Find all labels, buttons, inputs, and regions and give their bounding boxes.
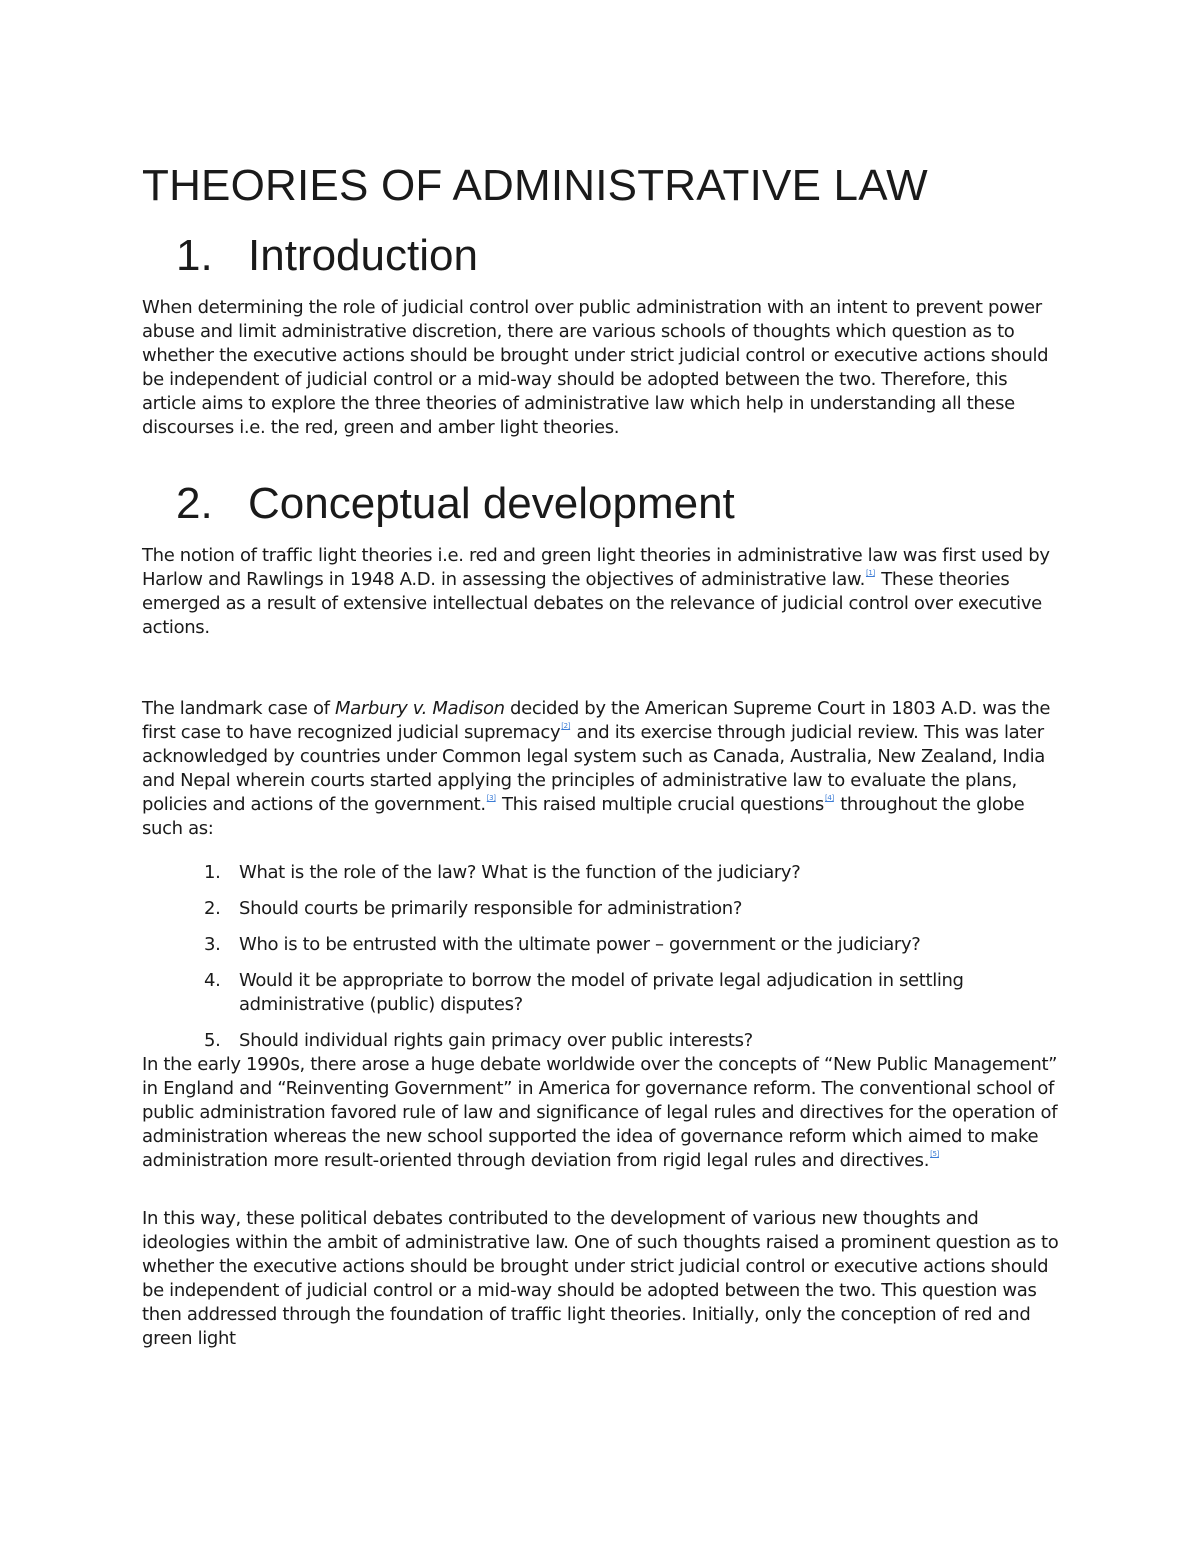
conceptual-paragraph-1 [142,544,1062,640]
paragraph-text: These theories emerged as a result of extensive intellectual debates on the relevance of judicial control over executive actions. [142,569,1042,638]
conceptual-paragraph-3 [142,1053,1062,1173]
case-name: Marbury v. Madison [335,698,505,719]
paragraph-text: This raised multiple crucial questions [496,794,824,815]
footnote-link-4[interactable]: [4] [824,794,834,802]
paragraph-text: The landmark case of [142,698,335,719]
paragraph-text: In the early 1990s, there arose a huge debate worldwide over the concepts of “New Public Management” in England and “Reinventing Government” in America for governance reform. The conventional school of public administration favored rule of law and significance of legal rules and directives for the operation of administration whereas the new school supported the idea of governance reform which aimed to make administration more result-oriented through deviation from rigid legal rules and directives. [142,1054,1058,1171]
list-item-number: 3. [204,934,221,955]
list-item [142,897,1062,921]
list-item-text: Should courts be primarily responsible for administration? [239,898,743,919]
questions-list [142,861,1062,1053]
paragraph-text: throughout the globe such as: [142,794,1025,839]
paragraph-text: The notion of traffic light theories i.e. red and green light theories in administrative law was first used by Harlow and Rawlings in 1948 A.D. in assessing the objectives of administrative law. [142,545,1050,590]
paragraph-text: decided by the American Supreme Court in 1803 A.D. was the first case to have recognized judicial supremacy [142,698,1051,743]
list-item [142,1029,1062,1053]
introduction-paragraph: When determining the role of judicial control over public administration with an intent to prevent power abuse and limit administrative discretion, there are various schools of thoughts which question as to whether the executive actions should be brought under strict judicial control or executive actions should be independent of judicial control or a mid-way should be adopted between the two. Therefore, this article aims to explore the three theories of administrative law which help in understanding all these discourses i.e. the red, green and amber light theories. [142,297,1049,438]
document-page [142,160,1062,1351]
section-heading-text: Introduction [248,231,478,280]
list-item [142,861,1062,885]
list-item [142,933,1062,957]
section-number: 2. [176,479,213,528]
list-item-number: 4. [204,970,221,991]
section-number: 1. [176,231,213,280]
footnote-link-1[interactable]: [1] [865,569,875,577]
list-item-text: Who is to be entrusted with the ultimate power – government or the judiciary? [239,934,921,955]
conceptual-paragraph-2 [142,697,1062,841]
list-item-text: Would it be appropriate to borrow the model of private legal adjudication in settling administrative (public) disputes? [239,970,964,1015]
list-item-number: 2. [204,898,221,919]
list-item [142,969,1062,1017]
footnote-link-2[interactable]: [2] [561,722,571,730]
list-item-number: 1. [204,862,221,883]
list-item-text: Should individual rights gain primacy over public interests? [239,1030,753,1051]
list-item-number: 5. [204,1030,221,1051]
list-item-text: What is the role of the law? What is the function of the judiciary? [239,862,801,883]
footnote-link-3[interactable]: [3] [486,794,496,802]
section-heading-introduction [142,230,1062,282]
document-title: THEORIES OF ADMINISTRATIVE LAW [142,161,928,210]
conceptual-paragraph-4: In this way, these political debates contributed to the development of various new thoughts and ideologies within the ambit of administrative law. One of such thoughts raised a prominent question as to whether the executive actions should be brought under strict judicial control or executive actions should be independent of judicial control or a mid-way should be adopted between the two. This question was then addressed through the foundation of traffic light theories. Initially, only the conception of red and green light [142,1208,1059,1349]
section-heading-conceptual-development [142,478,1062,530]
section-heading-text: Conceptual development [248,479,735,528]
footnote-link-5[interactable]: [5] [930,1150,939,1158]
paragraph-text: and its exercise through judicial review. This was later acknowledged by countries under Common legal system such as Canada, Australia, New Zealand, India and Nepal wherein courts started applying the principles of administrative law to evaluate the plans, policies and actions of the government. [142,722,1045,815]
